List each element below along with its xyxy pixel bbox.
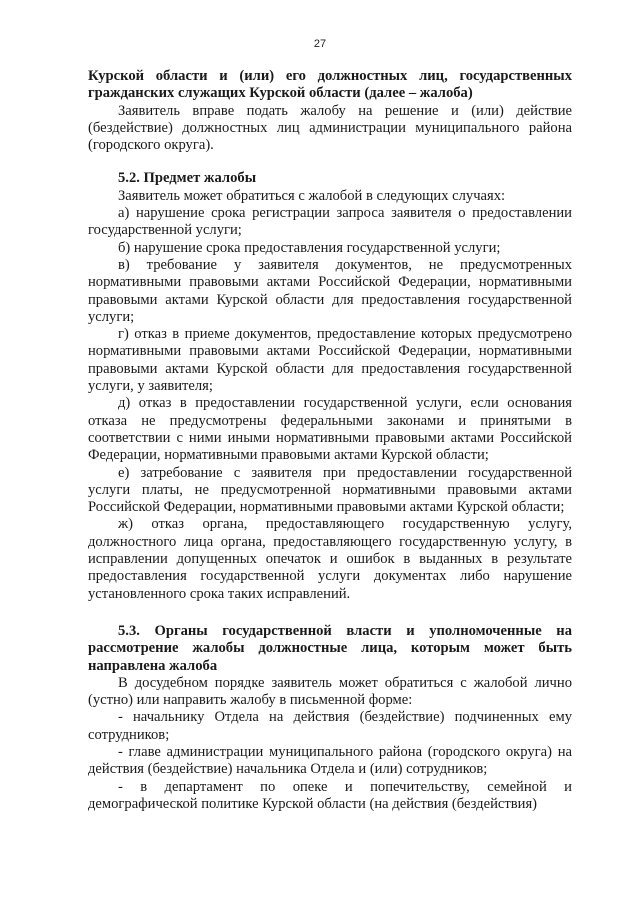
list-item: в) требование у заявителя документов, не предусмотренных нормативными правовыми актами Российской Федерации, нормативными правовыми актами Курской области для предоставления государственной услуги; [88,256,572,325]
list-item: б) нарушение срока предоставления государственной услуги; [118,239,501,256]
section-spacer [88,603,572,623]
section-5-2-heading: 5.2. Предмет жалобы [118,170,257,187]
section-5-2-lead: Заявитель может обратиться с жалобой в следующих случаях: [118,187,506,204]
section-5-3-lead: В досудебном порядке заявитель может обратиться с жалобой лично (устно) или направить жалобу в письменной форме: [88,674,572,709]
list-item: г) отказ в приеме документов, предоставление которых предусмотрено нормативными правовыми актами Российской Федерации, нормативными правовыми актами Курской области для предоставления государственной услуги, у заявителя; [88,326,572,395]
intro-paragraph: Заявитель вправе подать жалобу на решение и (или) действие (бездействие) должностных лиц администрации муниципального района (городского округа). [88,102,572,154]
header-heading: Курской области и (или) его должностных лиц, государственных гражданских служащих Курской области (далее – жалоба) [88,68,572,102]
page-content [88,68,572,813]
list-item: - в департамент по опеке и попечительству, семейной и демографической политике Курской области (на действия (бездействия) [88,778,572,812]
list-item: - начальнику Отдела на действия (бездействие) подчиненных ему сотрудников; [88,709,572,743]
list-item: д) отказ в предоставлении государственной услуги, если основания отказа не предусмотрены федеральными законами и принятыми в соответствии с ними иными нормативными правовыми актами Российской Федерации, нормативными правовыми актами Курской области; [88,395,572,464]
section-spacer [88,154,572,170]
section-5-3-heading: 5.3. Органы государственной власти и уполномоченные на рассмотрение жалобы должностные лица, которым может быть направлена жалоба [88,622,572,674]
list-item: е) затребование с заявителя при предоставлении государственной услуги платы, не предусмотренной нормативными правовыми актами Российской Федерации, нормативными правовыми актами Курской области; [88,464,572,516]
list-item: а) нарушение срока регистрации запроса заявителя о предоставлении государственной услуги; [88,205,572,239]
list-item: ж) отказ органа, предоставляющего государственную услугу, должностного лица органа, предоставляющего государственную услугу, в исправлении допущенных опечаток и ошибок в выданных в результате предоставления государственной услуги документах либо нарушение установленного срока таких исправлений. [88,516,572,602]
page-number: 27 [313,38,327,50]
list-item: - главе администрации муниципального района (городского округа) на действия (бездействие) начальника Отдела и (или) сотрудников; [88,743,572,778]
